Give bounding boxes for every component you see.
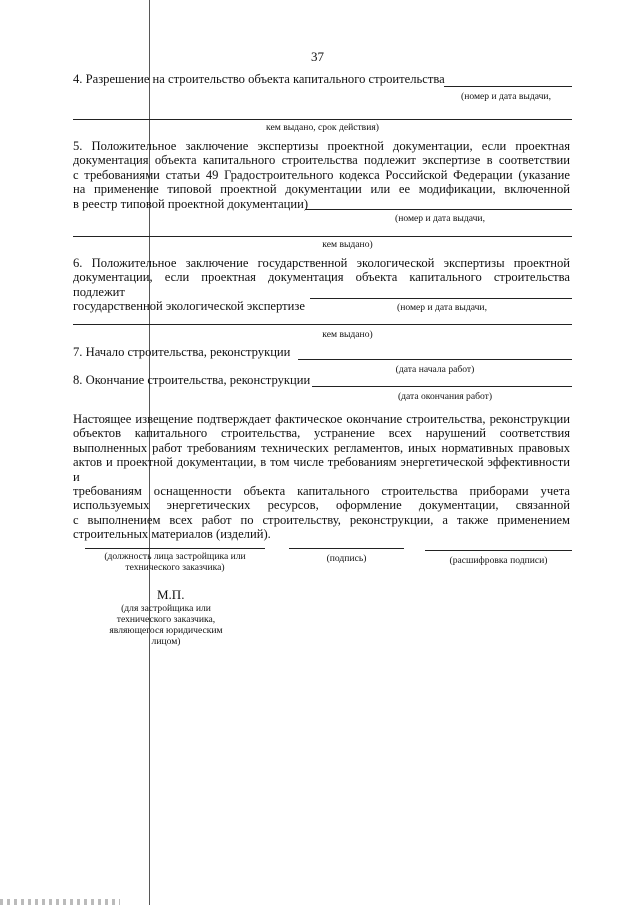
notice-line: Настоящее извещение подтверждает фактическое окончание строительства, реконструкции xyxy=(73,412,570,426)
item5-issuer-line[interactable] xyxy=(73,236,572,237)
position-hint-line: (должность лица застройщика или xyxy=(104,551,246,562)
signature-line[interactable] xyxy=(289,548,404,549)
notice-line: объектов капитального строительства, устранение всех нарушений соответствия xyxy=(73,426,570,441)
item4-hint-number: (номер и дата выдачи, xyxy=(461,91,551,102)
item5-line: 5. Положительное заключение экспертизы проектной документации, если проектная xyxy=(73,139,570,153)
decode-line[interactable] xyxy=(425,550,572,551)
item5-line: с требованиями статьи 49 Градостроительного кодекса Российской Федерации (указание xyxy=(73,167,570,182)
item6-issuer-line[interactable] xyxy=(73,324,572,325)
item6-hint-issuer: кем выдано) xyxy=(322,329,373,340)
item8-date-line[interactable] xyxy=(312,386,572,387)
scan-noise xyxy=(0,899,120,905)
item5-paragraph xyxy=(73,139,570,211)
stamp-hint-line: (для застройщика или xyxy=(121,603,211,614)
item5-line: документация объекта капитального строительства подлежит экспертизе в соответствии xyxy=(73,153,570,168)
notice-line: требованиям оснащенности объекта капитального строительства приборами учета xyxy=(73,484,570,499)
item5-line: на применение типовой проектной документации или ее модификации, включенной xyxy=(73,182,570,197)
item6-hint-number: (номер и дата выдачи, xyxy=(397,302,487,313)
item5-hint-issuer: кем выдано) xyxy=(322,239,373,250)
notice-line: актов и проектной документации, в том числе требованиям энергетической эффективности и xyxy=(73,455,570,484)
position-hint-line: технического заказчика) xyxy=(125,562,225,573)
position-line[interactable] xyxy=(85,548,265,549)
item6-number-line[interactable] xyxy=(310,298,572,299)
notice-paragraph xyxy=(73,412,570,542)
item7-label: 7. Начало строительства, реконструкции xyxy=(73,345,291,359)
item6-line: документации, если проектная документация объекта капитального строительства подлежит xyxy=(73,270,570,299)
item5-line: в реестр типовой проектной документации) xyxy=(73,196,309,211)
item4-label: 4. Разрешение на строительство объекта капитального строительства xyxy=(73,72,445,86)
stamp-hint-line: являющегося юридическим xyxy=(109,625,223,636)
item4-issuer-line[interactable] xyxy=(73,119,572,120)
stamp-hint-line: технического заказчика, xyxy=(116,614,216,625)
item7-date-line[interactable] xyxy=(298,359,572,360)
item5-number-line[interactable] xyxy=(305,209,572,210)
notice-line: с выполнением всех работ по строительству, реконструкции, а также применением xyxy=(73,512,570,527)
stamp-hint xyxy=(96,603,236,647)
stamp-label: М.П. xyxy=(157,587,185,602)
item4-hint-issuer: кем выдано, срок действия) xyxy=(266,122,379,133)
item7-hint: (дата начала работ) xyxy=(395,364,475,375)
signature-hint: (подпись) xyxy=(326,553,367,564)
notice-line: выполненных работ требованиям технических регламентов, иных нормативных правовых xyxy=(73,440,570,455)
stamp-hint-line: лицом) xyxy=(151,636,181,647)
item6-line: 6. Положительное заключение государственной экологической экспертизы проектной xyxy=(73,256,570,270)
page-number: 37 xyxy=(311,49,324,64)
position-hint xyxy=(85,551,265,573)
notice-line: строительных материалов (изделий). xyxy=(73,527,271,542)
decode-hint: (расшифровка подписи) xyxy=(449,555,548,566)
notice-line: используемых энергетических ресурсов, оформление документации, связанной xyxy=(73,498,570,513)
item5-hint-number: (номер и дата выдачи, xyxy=(395,213,485,224)
item6-line: государственной экологической экспертизе xyxy=(73,299,305,314)
item8-hint: (дата окончания работ) xyxy=(397,391,493,402)
item4-number-line[interactable] xyxy=(444,86,572,87)
item8-label: 8. Окончание строительства, реконструкции xyxy=(73,373,311,387)
